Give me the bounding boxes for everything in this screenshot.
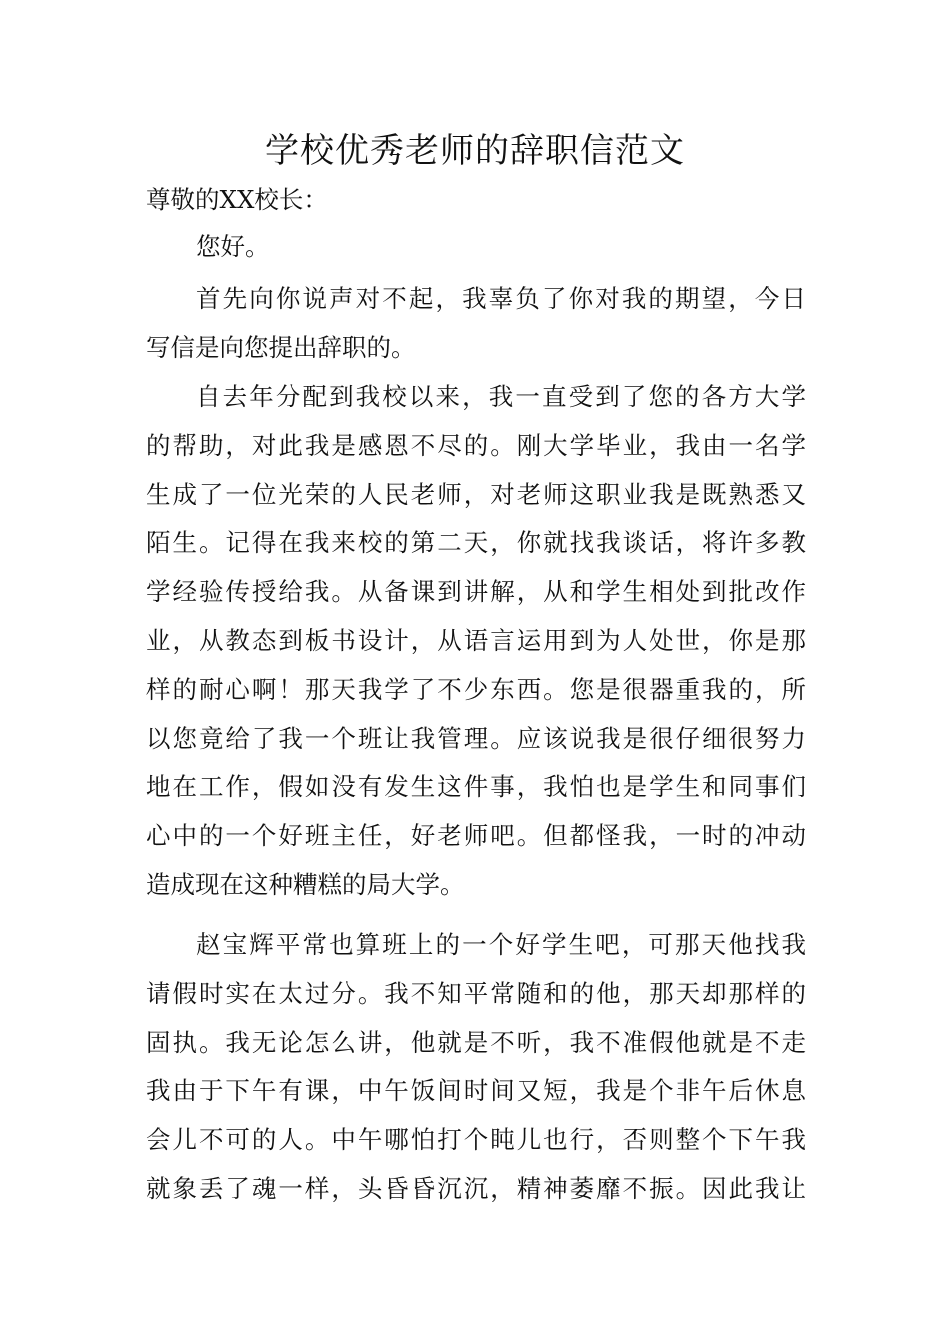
paragraph-line: 请假时实在太过分。我不知平常随和的他，那天却那样的 bbox=[146, 978, 806, 1008]
salutation: 尊敬的XX校长： bbox=[146, 185, 328, 214]
paragraph-line: 我由于下午有课，中午饭间时间又短，我是个非午后休息 bbox=[146, 1076, 806, 1106]
paragraph-line: 会儿不可的人。中午哪怕打个盹儿也行，否则整个下午我 bbox=[146, 1125, 806, 1155]
paragraph-line: 生成了一位光荣的人民老师，对老师这职业我是既熟悉又 bbox=[146, 479, 806, 509]
paragraph-line: 样的耐心啊！那天我学了不少东西。您是很器重我的，所 bbox=[146, 674, 806, 704]
paragraph-line: 首先向你说声对不起，我辜负了你对我的期望，今日 bbox=[196, 284, 806, 313]
paragraph-gratitude bbox=[146, 373, 806, 910]
paragraph-line: 业，从教态到板书设计，从语言运用到为人处世，你是那 bbox=[146, 625, 806, 655]
paragraph-line: 写信是向您提出辞职的。 bbox=[146, 332, 416, 362]
paragraph-line: 以您竟给了我一个班让我管理。应该说我是很仔细很努力 bbox=[146, 723, 806, 753]
paragraph-line: 造成现在这种糟糕的局大学。 bbox=[146, 869, 465, 899]
paragraph-apology bbox=[146, 275, 806, 373]
paragraph-line: 就象丢了魂一样，头昏昏沉沉，精神萎靡不振。因此我让 bbox=[146, 1173, 806, 1203]
paragraph-line: 自去年分配到我校以来，我一直受到了您的各方大学 bbox=[196, 382, 806, 411]
paragraph-line: 心中的一个好班主任，好老师吧。但都怪我，一时的冲动 bbox=[146, 821, 806, 851]
greeting: 您好。 bbox=[196, 232, 270, 261]
paragraph-line: 陌生。记得在我来校的第二天，你就找我谈话，将许多教 bbox=[146, 528, 806, 558]
paragraph-line: 赵宝辉平常也算班上的一个好学生吧，可那天他找我 bbox=[196, 930, 806, 959]
paragraph-line: 学经验传授给我。从备课到讲解，从和学生相处到批改作 bbox=[146, 577, 806, 607]
paragraph-line: 固执。我无论怎么讲，他就是不听，我不准假他就是不走 bbox=[146, 1027, 806, 1057]
paragraph-line: 的帮助，对此我是感恩不尽的。刚大学毕业，我由一名学 bbox=[146, 430, 806, 460]
paragraph-incident bbox=[146, 921, 806, 1214]
document-title: 学校优秀老师的辞职信范文 bbox=[265, 131, 685, 171]
paragraph-line: 地在工作，假如没有发生这件事，我怕也是学生和同事们 bbox=[146, 772, 806, 802]
